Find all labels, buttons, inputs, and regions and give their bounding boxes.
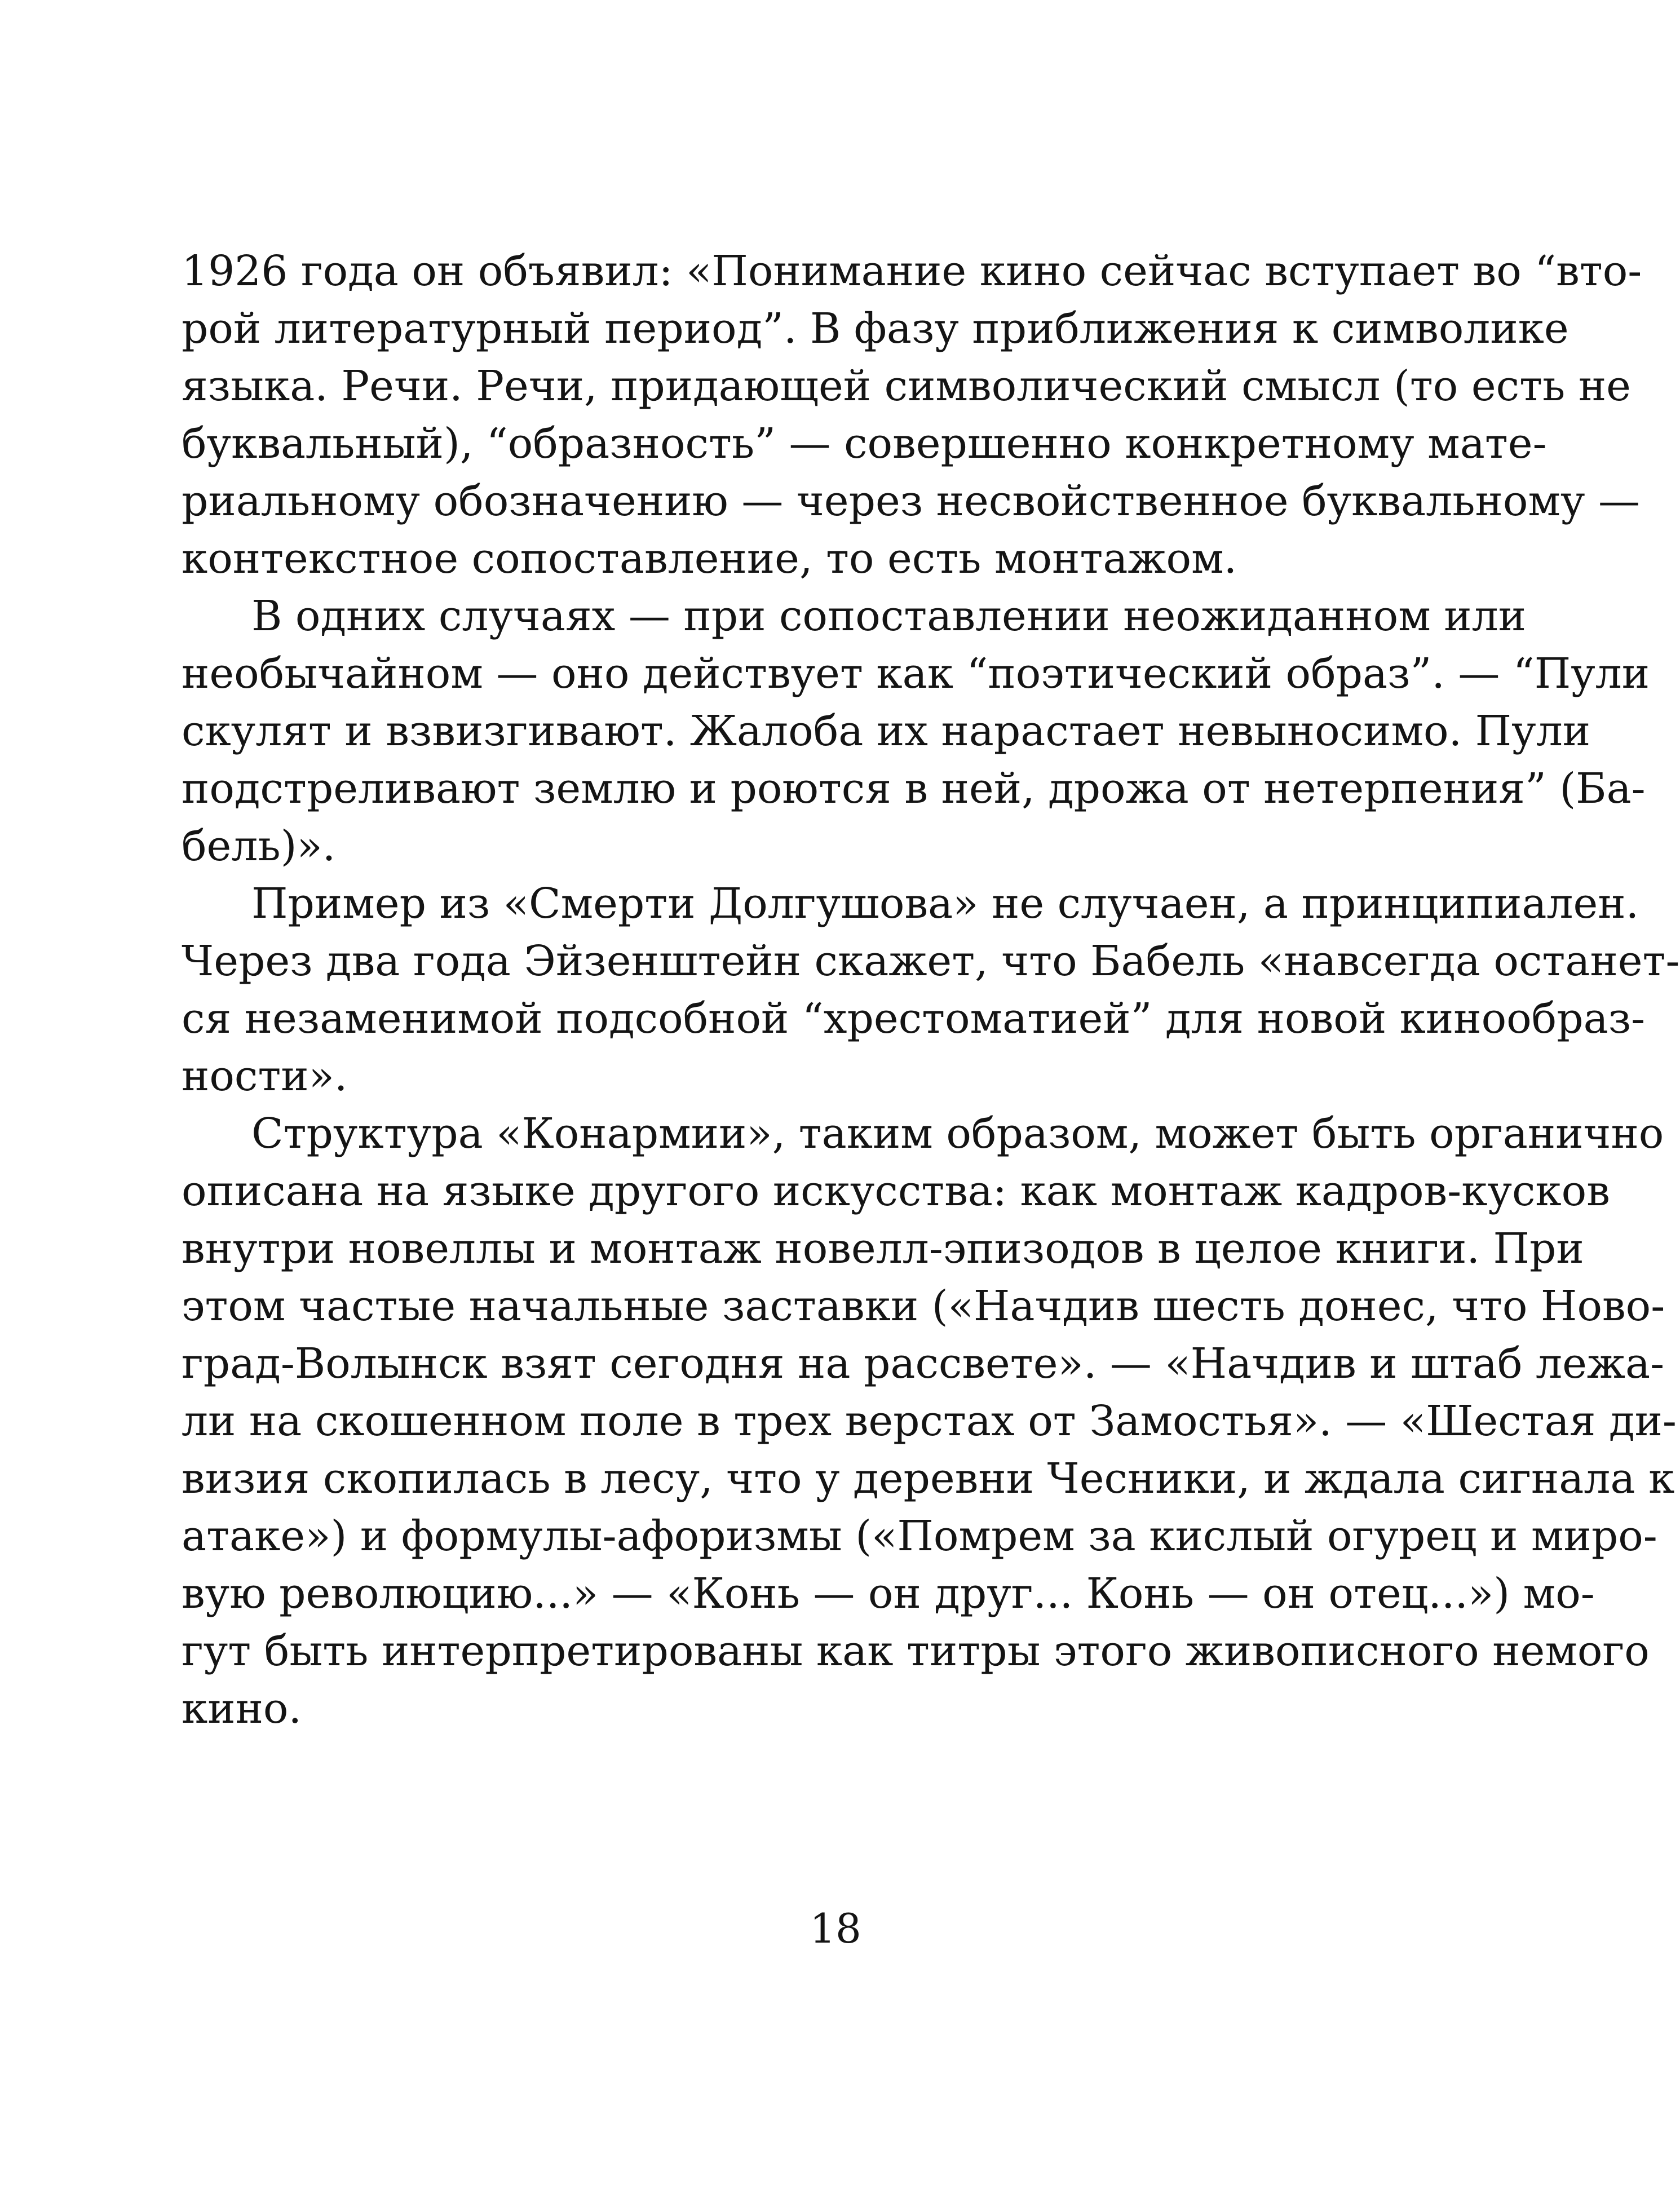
text-line: 1926 года он объявил: «Понимание кино сейчас вступает во “вто- [182, 247, 1642, 295]
text-line: ся незаменимой подсобной “хрестоматией” для новой кинообраз- [182, 994, 1646, 1043]
text-line: вую революцию...» — «Конь — он друг... Конь — он отец...») мо- [182, 1569, 1595, 1618]
text-line: буквальный), “образность” — совершенно конкретному мате- [182, 419, 1547, 468]
text-line: Структура «Конармии», таким образом, может быть органично [251, 1109, 1664, 1158]
text-line: визия скопилась в лесу, что у деревни Чесники, и ждала сигнала к [182, 1454, 1675, 1503]
text-line: описана на языке другого искусства: как монтаж кадров-кусков [182, 1167, 1610, 1215]
text-line: подстреливают землю и роются в ней, дрожа от нетерпения” (Ба- [182, 764, 1646, 813]
text-line: кино. [182, 1684, 302, 1733]
text-line: бель)». [182, 822, 336, 870]
text-line: языка. Речи. Речи, придающей символический смысл (то есть не [182, 362, 1631, 410]
text-line: скулят и взвизгивают. Жалоба их нарастает невыносимо. Пули [182, 707, 1591, 755]
text-line: рой литературный период”. В фазу приближения к символике [182, 304, 1569, 353]
text-line: Через два года Эйзенштейн скажет, что Бабель «навсегда останет- [182, 937, 1680, 985]
text-line: внутри новеллы и монтаж новелл-эпизодов в целое книги. При [182, 1224, 1584, 1273]
text-line: ли на скошенном поле в трех верстах от Замостья». — «Шестая ди- [182, 1397, 1677, 1445]
text-line: атаке») и формулы-афоризмы («Помрем за кислый огурец и миро- [182, 1512, 1657, 1560]
text-line: необычайном — оно действует как “поэтический образ”. — “Пули [182, 649, 1650, 698]
text-line: Пример из «Смерти Долгушова» не случаен, а принципиален. [251, 879, 1639, 928]
body-text [182, 242, 1680, 1737]
text-line: этом частые начальные заставки («Начдив шесть донес, что Ново- [182, 1282, 1665, 1330]
text-line: риальному обозначению — через несвойственное буквальному — [182, 477, 1641, 525]
text-line: гут быть интерпретированы как титры этого живописного немого [182, 1627, 1650, 1675]
page-number: 18 [810, 1905, 861, 1952]
text-line: В одних случаях — при сопоставлении неожиданном или [251, 592, 1526, 640]
text-line: град-Волынск взят сегодня на рассвете». — «Начдив и штаб лежа- [182, 1339, 1665, 1388]
text-line: ности». [182, 1052, 348, 1100]
text-line: контекстное сопоставление, то есть монтажом. [182, 534, 1237, 583]
